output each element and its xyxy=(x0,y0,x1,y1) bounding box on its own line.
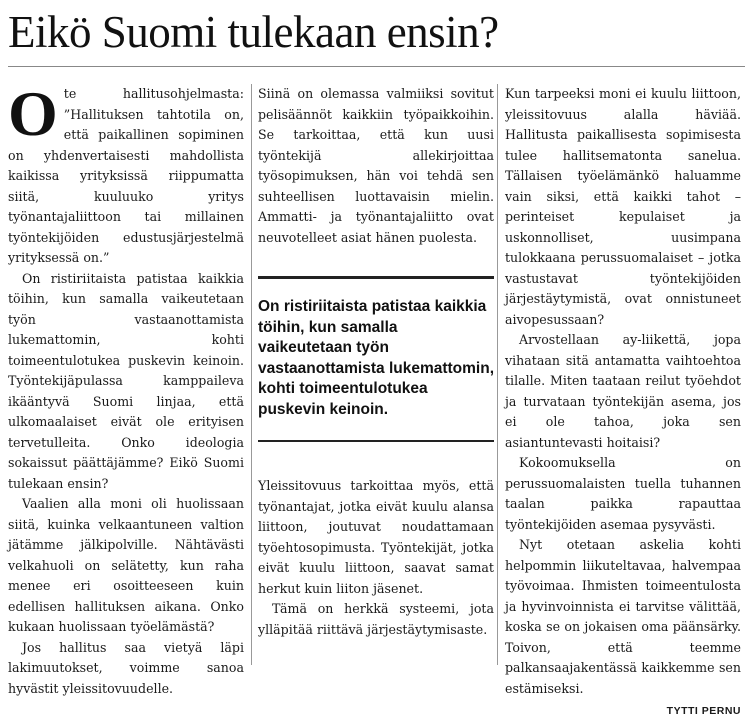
article-paragraph: On ristiriitaista patistaa kaikkia töihin, kun samalla vaikeutetaan työn vastaanottamista lukemattomin, kohti toimeentulotukea puskevin keinoin. Työntekijäpulassa kamppaileva ikääntyvä Suomi linjaa, että ulkomaalaiset eivät ole erityisen tervetulleita. Onko ideologia sokaissut päättäjämme? Eikö Suomi tulekaan ensin? xyxy=(8,270,244,491)
article-paragraph: Kun tarpeeksi moni ei kuulu liittoon, yleissitovuus alalla häviää. Hallitusta paikallisesta sopimisesta tulee hallitsematonta sanelua. Tällaisen työelämänkö haluamme vain siksi, että kaikki tahot – perinteiset kepulaiset ja uskonnolliset, uusimpana tulokkaana perussuomalaiset – jotka vastustavat työntekijöiden järjestäytymistä, ovat onnistuneet aivopesussaan? xyxy=(505,86,741,327)
headline-rule xyxy=(8,66,745,67)
article-paragraph: Tämä on herkkä systeemi, jota ylläpitää riittävä järjestäytymisaste. xyxy=(258,601,494,637)
column-divider xyxy=(251,84,252,665)
headline: Eikö Suomi tulekaan ensin? xyxy=(8,7,499,57)
drop-cap: O xyxy=(8,78,58,149)
article-column-3 xyxy=(505,84,741,722)
article-column-1 xyxy=(8,78,244,699)
article-column-2 xyxy=(258,84,494,640)
pull-quote: On ristiriitaista patistaa kaikkia töihin, kun samalla vaikeutetaan työn vastaanottamista lukemattomin, kohti toimeentulotukea puskevin keinoin. xyxy=(258,276,494,442)
article-paragraph: Yleissitovuus tarkoittaa myös, että työnantajat, jotka eivät kuulu alansa liittoon, joutuvat noudattamaan työehtosopimusta. Työntekijät, jotka eivät kuulu liittoon, saavat samat herkut kuin liiton jäsenet. xyxy=(258,478,494,596)
article-paragraph: Nyt otetaan askelia kohti helpommin liikuteltavaa, halvempaa työvoimaa. Ihmisten toimeentulosta ja hyvinvoinnista ei tarvitse välittää, koska se on jokaisen oma päänsärky. Toivon, että teemme palkansaajakentässä kaikkemme sen estämiseksi. xyxy=(505,537,741,696)
article-paragraph: Vaalien alla moni oli huolissaan siitä, kuinka velkaantuneen valtion jätämme jälkipolville. Nähtävästi velkahuoli on selätetty, kun raha menee eri osoitteeseen kuin edellisen hallituksen aikana. Onko kukaan huolissaan työelämästä? xyxy=(8,496,244,634)
article-paragraph xyxy=(8,78,244,269)
paragraph-text: te hallitusohjelmasta: ”Hallituksen tahtotila on, että paikallinen sopiminen on yhdenvertaisesti mahdollista kaikissa yrityksissä riippumatta siitä, kuuluuko yritys työnantajaliittoon tai millainen työntekijöiden edustusjärjestelmä yrityksessä on.” xyxy=(8,86,244,265)
article-paragraph: Arvostellaan ay-liikettä, jopa vihataan sitä antamatta vaihtoehtoa tilalle. Miten taataan reilut työehdot ja turvataan työntekijän asema, jos ei ole tahoa, joka sen asiantuntevasti hoitaisi? xyxy=(505,332,741,450)
article-paragraph: Jos hallitus saa vietyä läpi lakimuutokset, voimme sanoa hyvästit yleissitovuudelle. xyxy=(8,639,244,696)
article-paragraph: Kokoomuksella on perussuomalaisten tuella tuhannen taalan paikka rapauttaa työntekijöiden asemaa pysyvästi. xyxy=(505,455,741,532)
column-divider xyxy=(497,84,498,665)
author-byline: TYTTI PERNU xyxy=(666,705,741,717)
article-paragraph: Siinä on olemassa valmiiksi sovitut pelisäännöt kaikkiin työpaikkoihin. Se tarkoittaa, että kun uusi työntekijä allekirjoittaa työsopimuksen, hän voi tehdä sen suhteellisen luottavaisin mielin. Ammatti- ja työnantajaliitto ovat neuvotelleet asiat hänen puolesta. xyxy=(258,86,494,245)
